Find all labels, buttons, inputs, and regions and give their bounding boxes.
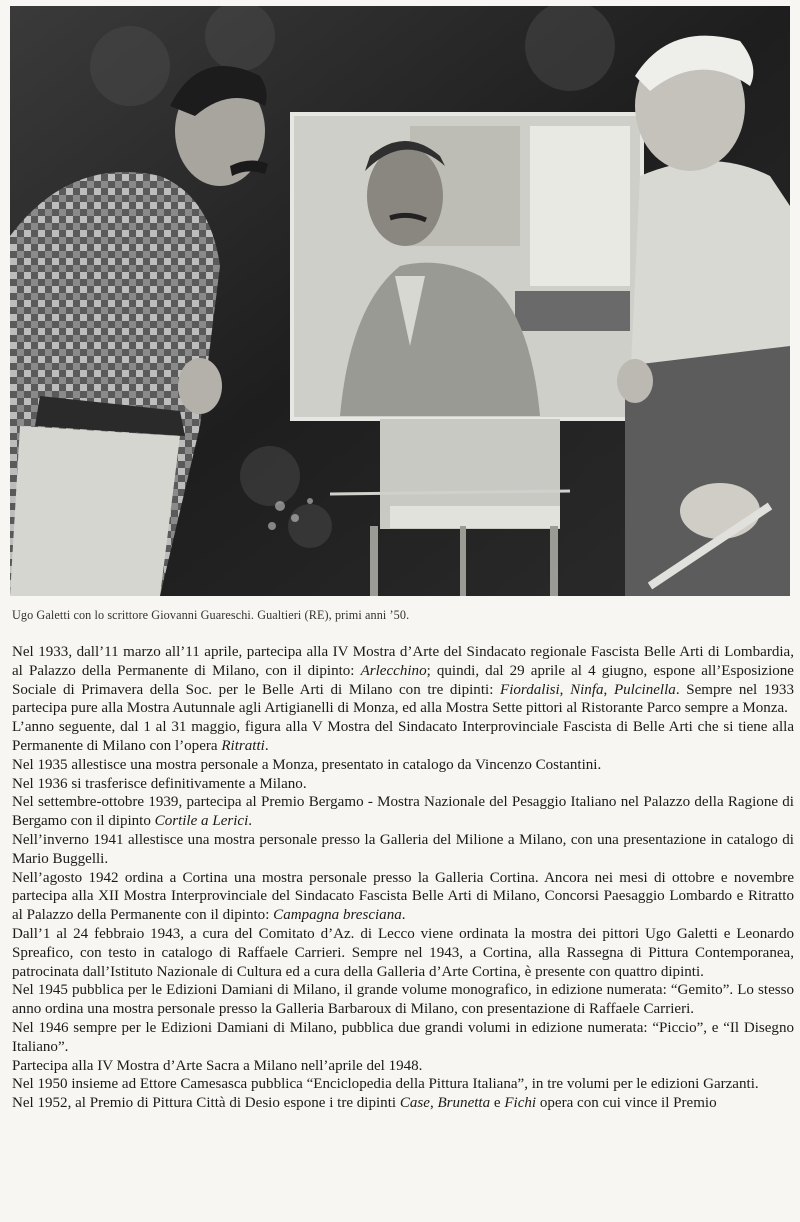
body-text	[12, 643, 794, 1113]
paragraph-text: Nell’agosto 1942 ordina a Cortina una mostra personale presso la Galleria Cortina. Ancora nei mesi di ottobre e novembre partecipa alla XII Mostra Interprovinciale del Sindacato Fascista Belle Arti di Milano, Concorsi Paesaggio Lombardo e Ritratto al Palazzo della Permanente con il dipinto:	[12, 869, 794, 924]
paragraph	[12, 925, 794, 981]
paragraph-text: .	[401, 907, 406, 924]
photograph	[10, 6, 790, 596]
paragraph	[12, 869, 794, 925]
artwork-title: Arlecchino	[360, 662, 427, 679]
paragraph	[12, 775, 794, 794]
artwork-title: Ritratti	[221, 737, 265, 754]
paragraph-text: .	[264, 737, 269, 754]
paragraph-text: Nell’inverno 1941 allestisce una mostra personale presso la Galleria del Milione a Milano, con una presentazione in catalogo di Mario Buggelli.	[12, 831, 794, 867]
paragraph-text: Nel 1935 allestisce una mostra personale a Monza, presentato in catalogo da Vincenzo Costantini.	[12, 756, 602, 773]
paragraph-text: Nel settembre-ottobre 1939, partecipa al Premio Bergamo - Mostra Nazionale del Pesaggio Italiano nel Palazzo della Ragione di Bergamo con il dipinto	[12, 794, 794, 830]
paragraph	[12, 1075, 794, 1094]
paragraph	[12, 981, 794, 1019]
artwork-title: Case	[399, 1095, 430, 1112]
artwork-title: Ninfa	[570, 681, 604, 698]
paragraph-text: e	[490, 1095, 505, 1112]
paragraph	[12, 1094, 794, 1113]
paragraph	[12, 831, 794, 869]
paragraph-text: .	[248, 813, 253, 830]
paragraph	[12, 756, 794, 775]
paragraph	[12, 1057, 794, 1076]
artwork-title: Campagna bresciana	[273, 907, 402, 924]
artwork-title: Cortile a Lerici	[154, 813, 249, 830]
paragraph-text: Nel 1950 insieme ad Ettore Camesasca pubblica “Enciclopedia della Pittura Italiana”, in tre volumi per le edizioni Garzanti.	[12, 1076, 759, 1093]
artwork-title: Pulcinella	[613, 681, 676, 698]
paragraph-text: ,	[559, 681, 571, 698]
paragraph-text: ,	[603, 681, 614, 698]
artwork-title: Brunetta	[437, 1095, 491, 1112]
paragraph	[12, 718, 794, 756]
paragraph	[12, 793, 794, 831]
paragraph-text: Nel 1946 sempre per le Edizioni Damiani di Milano, pubblica due grandi volumi in edizione numerata: “Piccio”, e “Il Disegno Italiano”.	[12, 1019, 794, 1055]
paragraph-text: Nel 1952, al Premio di Pittura Città di Desio espone i tre dipinti	[12, 1095, 400, 1112]
paragraph-text: Nel 1933, dall’11 marzo all’11 aprile, partecipa alla IV Mostra d’Arte del Sindacato regionale Fascista Belle Arti di Lombardia, al Palazzo della Permanente di Milano, con il dipinto:	[12, 644, 794, 679]
paragraph-text: ; quindi, dal 29 aprile al 4 giugno, espone all’Esposizione Sociale di Primavera della Soc. per le Belle Arti di Milano con tre dipinti:	[12, 662, 794, 698]
paragraph-text: Partecipa alla IV Mostra d’Arte Sacra a Milano nell’aprile del 1948.	[12, 1057, 423, 1074]
paragraph-text: opera con cui vince il Premio	[536, 1095, 717, 1112]
paragraph	[12, 643, 794, 718]
paragraph-text: . Sempre nel 1933 partecipa pure alla Mostra Autunnale agli Artigianelli di Monza, ed alla Mostra Sette pittori al Ristorante Parco sempre a Monza.	[12, 681, 794, 717]
paragraph-text: Dall’1 al 24 febbraio 1943, a cura del Comitato d’Az. di Lecco viene ordinata la mostra dei pittori Ugo Galetti e Leonardo Spreafico, con testo in catalogo di Raffaele Carrieri. Sempre nel 1943, a Cortina, alla Rassegna di Pittura Contemporanea, patrocinata dall’Istituto Nazionale di Cultura ed a cura della Galleria d’Arte Cortina, è presente con quattro dipinti.	[12, 925, 794, 980]
photo-caption: Ugo Galetti con lo scrittore Giovanni Guareschi. Gualtieri (RE), primi anni ’50.	[12, 608, 410, 622]
paragraph	[12, 1019, 794, 1057]
paragraph-text: Nel 1936 si trasferisce definitivamente a Milano.	[12, 775, 307, 792]
paragraph-text: L’anno seguente, dal 1 al 31 maggio, figura alla V Mostra del Sindacato Interprovinciale Fascista di Belle Arti che si tiene alla Permanente di Milano con l’opera	[12, 719, 794, 754]
artwork-title: Fiordalisi	[500, 681, 560, 698]
paragraph-text: Nel 1945 pubblica per le Edizioni Damiani di Milano, il grande volume monografico, in edizione numerata: “Gemito”. Lo stesso anno ordina una mostra personale presso la Galleria Barbaroux di Milano, con presentazione di Raffaele Carrieri.	[12, 982, 794, 1018]
photograph-portrait-painting-icon	[10, 6, 790, 596]
artwork-title: Fichi	[504, 1095, 537, 1112]
painting	[292, 114, 642, 419]
paragraph-text: ,	[429, 1095, 438, 1112]
